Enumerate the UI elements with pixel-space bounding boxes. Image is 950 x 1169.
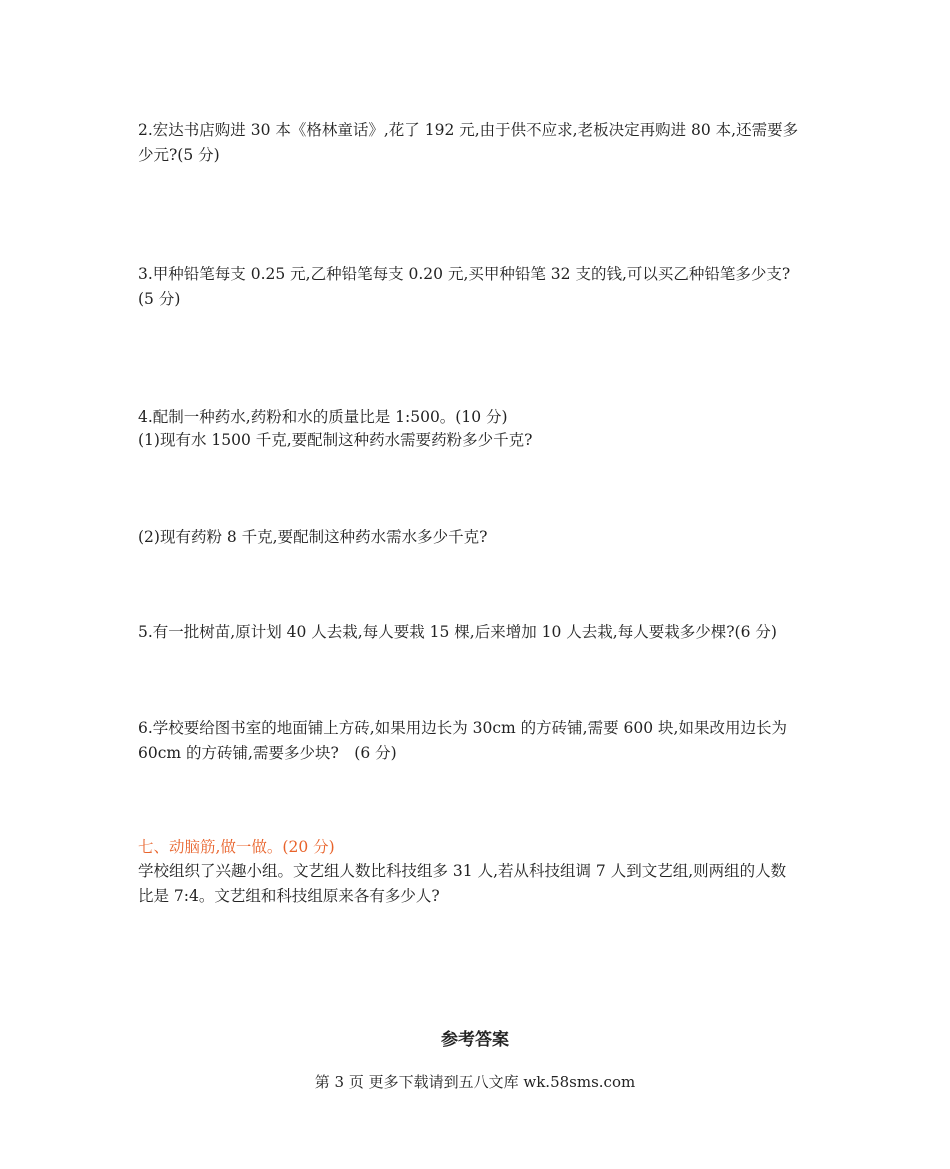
section-7-line-2: 比是 7:4。文艺组和科技组原来各有多少人? — [138, 887, 440, 905]
question-6-line-1: 6.学校要给图书室的地面铺上方砖,如果用边长为 30cm 的方砖铺,需要 600 块,如果改用边长为 — [138, 719, 787, 737]
section-7-line-1: 学校组织了兴趣小组。文艺组人数比科技组多 31 人,若从科技组调 7 人到文艺组,则两组的人数 — [138, 862, 787, 880]
question-6-line-2: 60cm 的方砖铺,需要多少块? (6 分) — [138, 744, 397, 762]
question-2-line-2: 少元?(5 分) — [138, 146, 220, 164]
question-4-line-1: 4.配制一种药水,药粉和水的质量比是 1:500。(10 分) — [138, 408, 508, 426]
question-4-sub-2: (2)现有药粉 8 千克,要配制这种药水需水多少千克? — [138, 528, 488, 546]
answers-title: 参考答案 — [441, 1030, 509, 1050]
question-3-line-2: (5 分) — [138, 290, 181, 308]
question-2-line-1: 2.宏达书店购进 30 本《格林童话》,花了 192 元,由于供不应求,老板决定再购进 80 本,还需要多 — [138, 121, 799, 139]
section-7-heading: 七、动脑筋,做一做。(20 分) — [138, 838, 335, 856]
page-footer: 第 3 页 更多下载请到五八文库 wk.58sms.com — [314, 1073, 636, 1091]
question-5-line-1: 5.有一批树苗,原计划 40 人去栽,每人要栽 15 棵,后来增加 10 人去栽,每人要栽多少棵?(6 分) — [138, 623, 777, 641]
question-4-sub-1: (1)现有水 1500 千克,要配制这种药水需要药粉多少千克? — [138, 431, 533, 449]
question-3-line-1: 3.甲种铅笔每支 0.25 元,乙种铅笔每支 0.20 元,买甲种铅笔 32 支的钱,可以买乙种铅笔多少支? — [138, 265, 791, 283]
